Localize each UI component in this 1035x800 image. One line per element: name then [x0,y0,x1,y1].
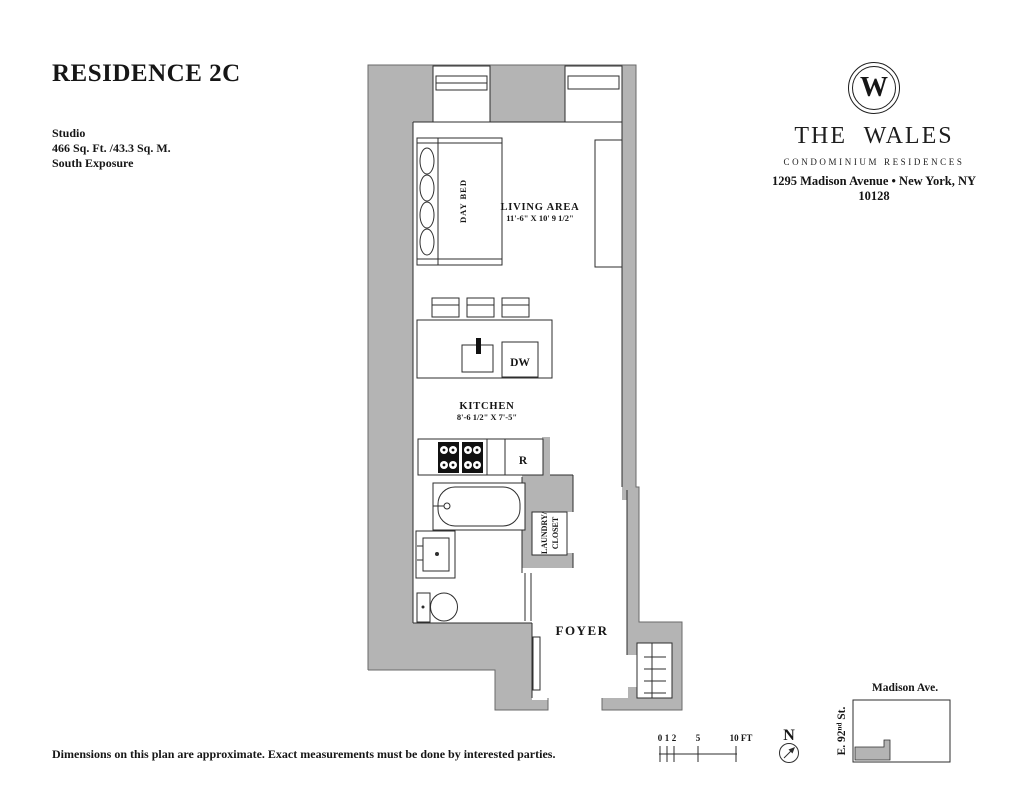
scale-tick-2: 2 [671,733,677,743]
brand-address: 1295 Madison Avenue • New York, NY 10128 [771,174,977,203]
monogram-w: W [852,66,896,110]
page-title: RESIDENCE 2C [52,60,241,87]
kitchen-stools [432,298,529,317]
key-map [836,682,951,762]
street-left-prefix: E. 92 [836,730,848,756]
street-left-suffix: St. [836,706,848,723]
scale-tick-0: 0 [657,733,663,743]
unit-location-marker [855,740,890,760]
unit-type: Studio [52,126,86,140]
window-left [433,66,490,122]
street-top-label: Madison Ave. [871,682,939,694]
street-left-label [836,707,849,756]
scale-tick-5: 5 [695,733,701,743]
kitchen-island [417,320,552,378]
scale-bar [658,733,753,762]
toilet [417,593,458,622]
dishwasher-label: DW [510,357,530,369]
living-area-label: LIVING AREA [500,202,580,213]
disclaimer-text: Dimensions on this plan are approximate. Exact measurements must be done by interested parties. [52,747,556,761]
living-area-dims: 11'-6" X 10' 9 1/2" [506,213,574,223]
kitchen-dims: 8'-6 1/2" X 7'-5" [456,412,518,422]
bathroom-sink [416,531,455,578]
refrigerator-label: R [518,455,528,467]
street-left-superscript: nd [835,722,844,731]
north-arrow [780,727,799,763]
bathtub [433,483,525,530]
north-label: N [783,727,795,744]
day-bed-label: DAY BED [458,179,468,223]
laundry-closet [532,512,567,555]
kitchen-label: KITCHEN [459,401,515,412]
entry-door-leaf [533,637,540,690]
brand-name: THE WALES [794,123,954,149]
unit-area: 466 Sq. Ft. /43.3 Sq. M. [52,141,171,155]
foyer-label: FOYER [555,623,609,638]
laundry-label-line1: LAUNDRY/ [540,512,549,554]
window-right [565,66,622,122]
brand-tagline: CONDOMINIUM RESIDENCES [783,157,965,167]
scale-tick-10ft: 10 FT [729,733,753,743]
laundry-label-line2: CLOSET [551,516,560,550]
unit-exposure: South Exposure [52,156,134,170]
scale-tick-1: 1 [664,733,670,743]
entry-closet [637,643,672,698]
sink-faucet [476,338,481,354]
built-in-closet [595,140,622,267]
